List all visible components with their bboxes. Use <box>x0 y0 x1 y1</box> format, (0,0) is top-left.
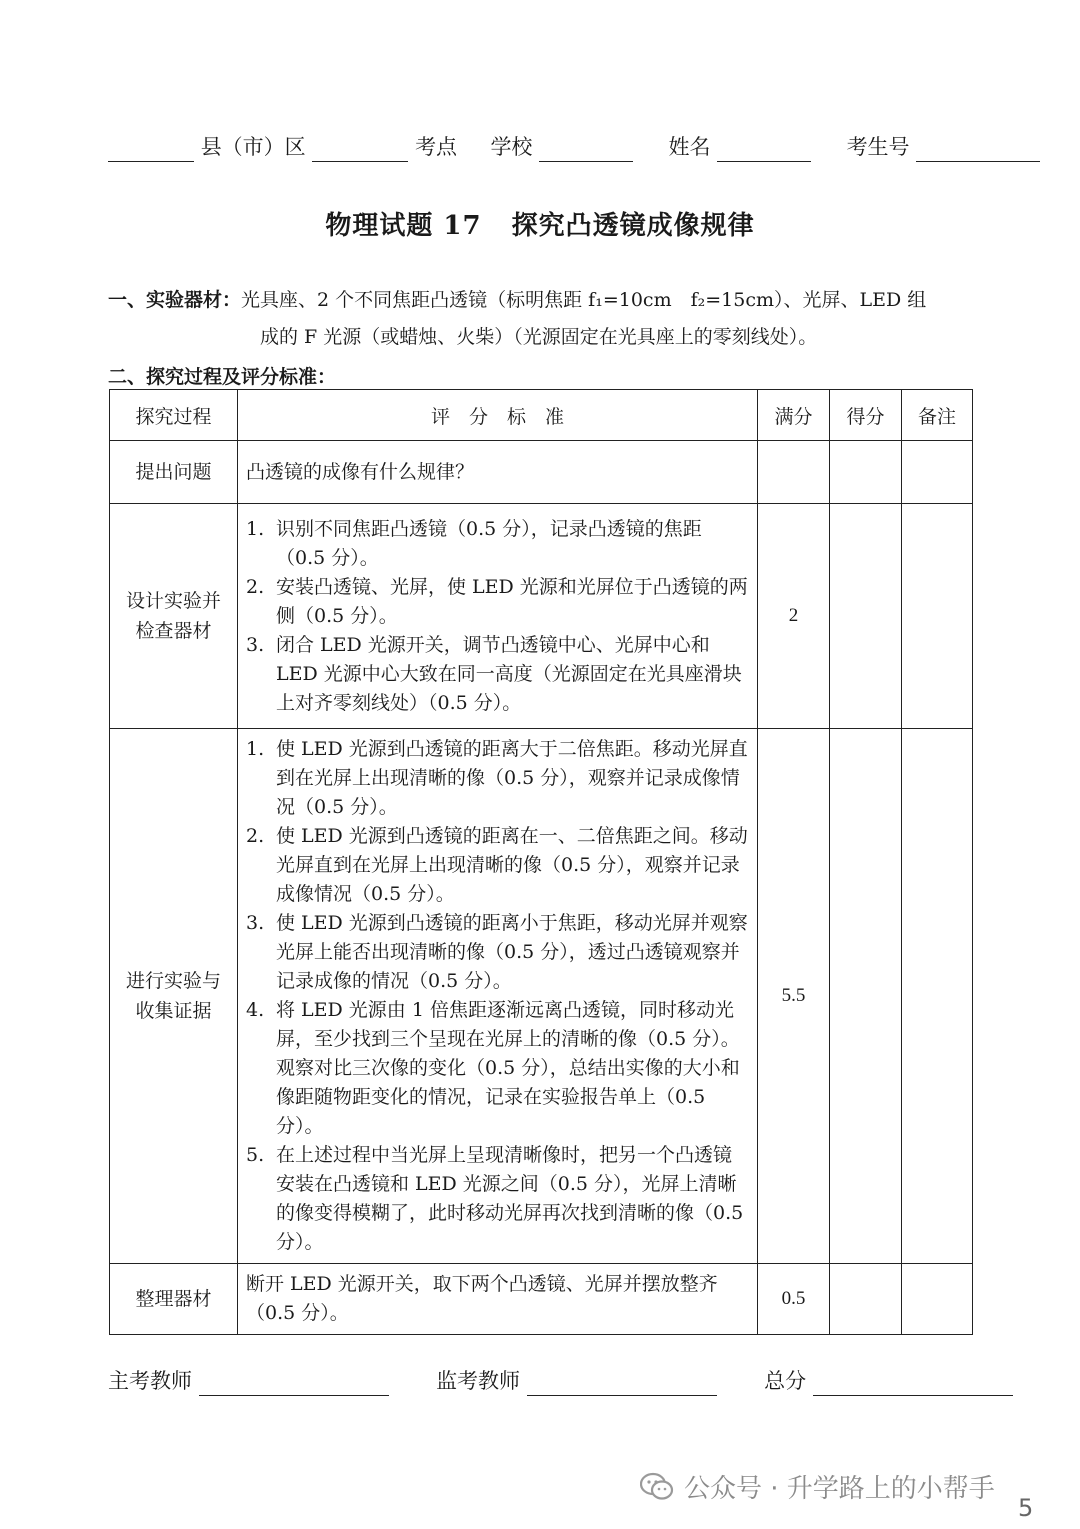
criteria-cell: 断开 LED 光源开关，取下两个凸透镜、光屏并摆放整齐（0.5 分）。 <box>238 1264 758 1335</box>
criteria-cell <box>238 729 758 1264</box>
criteria-cell: 凸透镜的成像有什么规律？ <box>238 441 758 504</box>
county-label: 县（市）区 <box>200 135 306 159</box>
county-blank[interactable] <box>108 137 194 162</box>
equipment-line-1: 光具座、2 个不同焦距凸透镜（标明焦距 f₁=10cm f₂=15cm）、光屏、LED 组 <box>241 289 927 311</box>
list-item: 1. 使 LED 光源到凸透镜的距离大于二倍焦距。移动光屏直到在光屏上出现清晰的像（0.5 分），观察并记录成像情况（0.5 分）。 <box>246 738 748 818</box>
name-blank[interactable] <box>717 137 811 162</box>
note-cell[interactable] <box>902 1264 973 1335</box>
stage-cell <box>110 504 238 729</box>
note-cell[interactable] <box>902 441 973 504</box>
name-label: 姓名 <box>668 135 711 159</box>
list-item: 3. 使 LED 光源到凸透镜的距离小于焦距，移动光屏并观察光屏上能否出现清晰的像（0.5 分），透过凸透镜观察并记录成像的情况（0.5 分）。 <box>246 912 748 992</box>
chief-examiner-label: 主考教师 <box>108 1369 192 1393</box>
title-number: 物理试题 17 <box>325 211 482 241</box>
header-criteria: 评 分 标 准 <box>238 390 758 441</box>
scoring-table <box>109 389 973 1335</box>
equipment-label: 一、实验器材： <box>108 289 242 311</box>
site-label: 考点 <box>415 135 458 159</box>
district-blank[interactable] <box>312 137 408 162</box>
table-row <box>110 504 973 729</box>
list-item: 1. 识别不同焦距凸透镜（0.5 分），记录凸透镜的焦距（0.5 分）。 <box>246 517 702 569</box>
school-blank[interactable] <box>539 137 633 162</box>
proctor-blank[interactable] <box>527 1371 717 1396</box>
list-item: 3. 闭合 LED 光源开关，调节凸透镜中心、光屏中心和 LED 光源中心大致在同一高度（光源固定在光具座滑块上对齐零刻线处）（0.5 分）。 <box>246 633 742 714</box>
proctor-label: 监考教师 <box>436 1369 521 1393</box>
page-number: 5 <box>1018 1494 1034 1522</box>
full-score-cell: 2 <box>758 504 830 729</box>
watermark-text: 公众号 · 升学路上的小帮手 <box>684 1474 995 1504</box>
score-cell[interactable] <box>830 1264 902 1335</box>
note-cell[interactable] <box>902 504 973 729</box>
stage-line: 设计实验并 <box>125 590 221 612</box>
header-note: 备注 <box>902 390 973 441</box>
list-item: 2. 安装凸透镜、光屏，使 LED 光源和光屏位于凸透镜的两侧（0.5 分）。 <box>246 575 748 627</box>
stage-line: 检查器材 <box>135 620 212 642</box>
full-score-cell <box>758 441 830 504</box>
table-header-row <box>110 390 973 441</box>
stage-cell <box>110 729 238 1264</box>
list-item: 4. 将 LED 光源由 1 倍焦距逐渐远离凸透镜，同时移动光屏，至少找到三个呈现在光屏上的清晰的像（0.5 分）。观察对比三次像的变化（0.5 分），总结出实像的大小和像距随物距变化的情况，记录在实验报告单上（0.5 分）。 <box>246 999 740 1137</box>
equipment-line-2: 成的 F 光源（或蜡烛、火柴）（光源固定在光具座上的零刻线处）。 <box>260 326 818 348</box>
stage-line: 进行实验与 <box>125 970 221 992</box>
total-score-label: 总分 <box>764 1369 807 1393</box>
header-score: 得分 <box>830 390 902 441</box>
score-cell[interactable] <box>830 504 902 729</box>
score-cell[interactable] <box>830 729 902 1264</box>
header-full-score: 满分 <box>758 390 830 441</box>
stage-line: 收集证据 <box>135 1000 212 1022</box>
full-score-cell: 5.5 <box>758 729 830 1264</box>
total-score-blank[interactable] <box>813 1371 1013 1396</box>
id-blank[interactable] <box>916 137 1040 162</box>
page-title <box>0 205 1080 242</box>
wechat-icon <box>640 1472 674 1502</box>
note-cell[interactable] <box>902 729 973 1264</box>
title-topic: 探究凸透镜成像规律 <box>511 211 755 241</box>
chief-examiner-blank[interactable] <box>199 1371 389 1396</box>
table-row <box>110 729 973 1264</box>
full-score-cell: 0.5 <box>758 1264 830 1335</box>
list-item: 2. 使 LED 光源到凸透镜的距离在一、二倍焦距之间。移动光屏直到在光屏上出现清晰的像（0.5 分），观察并记录成像情况（0.5 分）。 <box>246 825 748 905</box>
stage-cell: 整理器材 <box>110 1264 238 1335</box>
criteria-cell <box>238 504 758 729</box>
signature-line <box>108 1366 978 1396</box>
watermark <box>640 1468 995 1505</box>
candidate-info-line <box>108 132 972 162</box>
table-row <box>110 1264 973 1335</box>
stage-cell: 提出问题 <box>110 441 238 504</box>
score-cell[interactable] <box>830 441 902 504</box>
list-item: 5. 在上述过程中当光屏上呈现清晰像时，把另一个凸透镜安装在凸透镜和 LED 光源之间（0.5 分），光屏上清晰的像变得模糊了，此时移动光屏再次找到清晰的像（0.5 分）。 <box>246 1144 744 1253</box>
id-label: 考生号 <box>846 135 910 159</box>
header-process: 探究过程 <box>110 390 238 441</box>
process-section-label: 二、探究过程及评分标准： <box>108 366 337 388</box>
table-row <box>110 441 973 504</box>
school-label: 学校 <box>490 135 533 159</box>
equipment-section <box>108 282 978 356</box>
